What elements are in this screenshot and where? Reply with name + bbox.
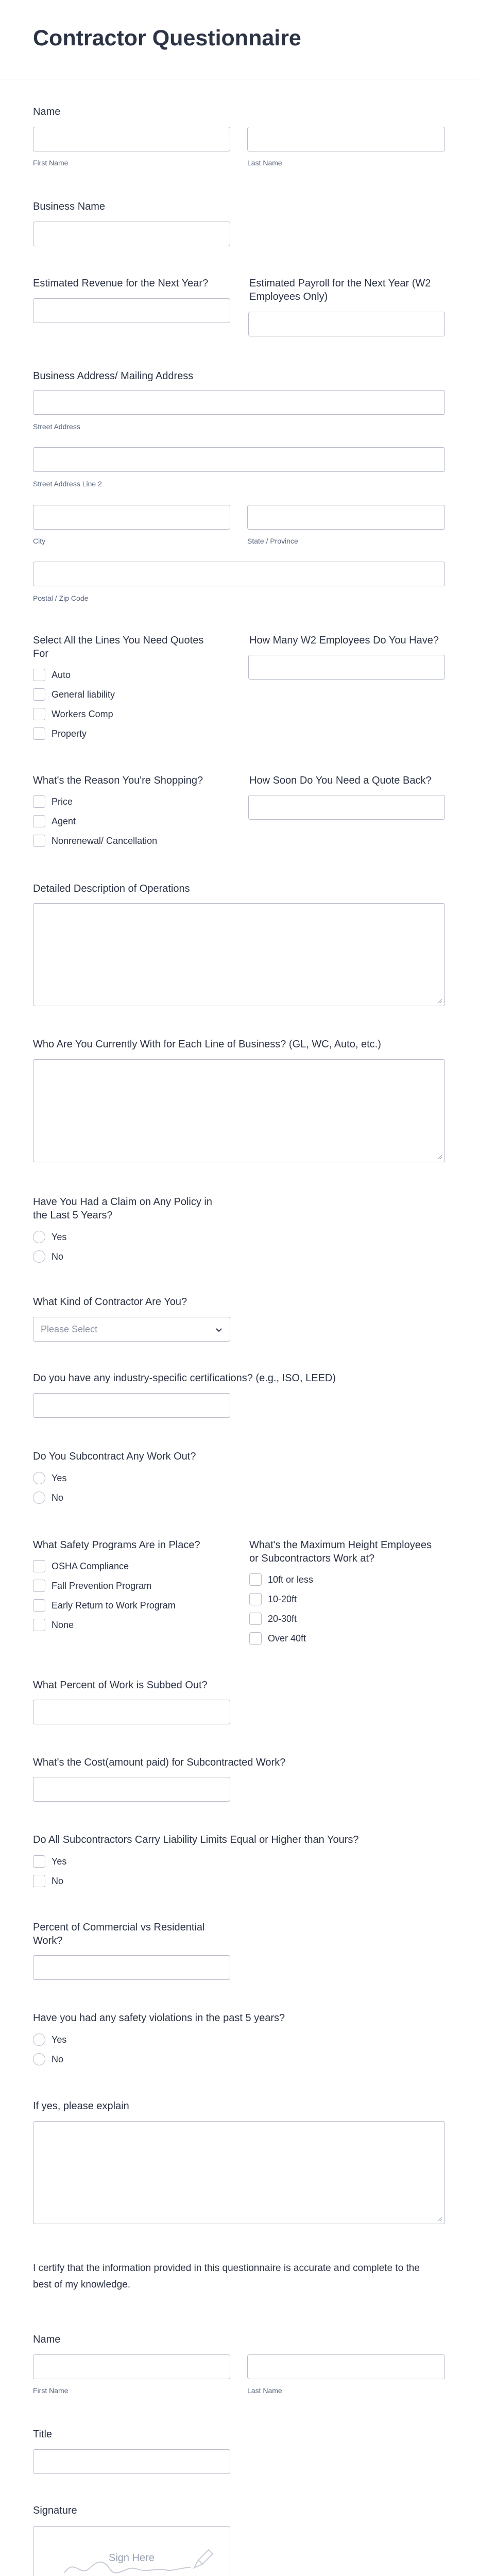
- revenue-label: Estimated Revenue for the Next Year?: [33, 278, 209, 289]
- first-name-sublabel: First Name: [33, 159, 69, 167]
- subcontract-label: Do You Subcontract Any Work Out?: [33, 1451, 196, 1462]
- contractor-kind-label: What Kind of Contractor Are You?: [33, 1296, 187, 1308]
- lines-label: Select All the Lines You Need Quotes For: [33, 635, 204, 659]
- radio-button[interactable]: [33, 2053, 45, 2065]
- checkbox[interactable]: [33, 1855, 45, 1868]
- checkbox[interactable]: [33, 1580, 45, 1592]
- sub-limits-label: Do All Subcontractors Carry Liability Limits Equal or Higher than Yours?: [33, 1834, 359, 1845]
- address-label: Business Address/ Mailing Address: [33, 370, 194, 382]
- checkbox[interactable]: [33, 1875, 45, 1887]
- business-name-input[interactable]: [33, 222, 230, 246]
- signer-first-name-input[interactable]: [33, 2354, 230, 2379]
- checkbox[interactable]: [33, 1599, 45, 1612]
- checkbox[interactable]: [33, 1560, 45, 1572]
- last-name-input[interactable]: [247, 127, 445, 151]
- street-address-2-sublabel: Street Address Line 2: [33, 480, 102, 488]
- radio-button[interactable]: [33, 1492, 45, 1504]
- current-carrier-textarea[interactable]: [33, 1059, 445, 1162]
- claim-label: Have You Had a Claim on Any Policy in the Last 5 Years?: [33, 1196, 212, 1221]
- safety-option-osha[interactable]: OSHA Compliance: [33, 1560, 129, 1573]
- radio-button[interactable]: [33, 1231, 45, 1243]
- chevron-down-icon: [214, 1325, 224, 1334]
- certifications-label: Do you have any industry-specific certifications? (e.g., ISO, LEED): [33, 1372, 336, 1384]
- subcontract-option-no[interactable]: No: [33, 1491, 63, 1504]
- certifications-input[interactable]: [33, 1393, 230, 1418]
- revenue-input[interactable]: [33, 298, 230, 323]
- operations-label: Detailed Description of Operations: [33, 883, 190, 894]
- max-height-option-10ft[interactable]: 10ft or less: [249, 1573, 313, 1586]
- w2-count-input[interactable]: [248, 655, 445, 680]
- payroll-input[interactable]: [248, 312, 445, 336]
- postal-code-input[interactable]: [33, 562, 445, 586]
- radio-button[interactable]: [33, 2033, 45, 2046]
- form-header: [0, 0, 479, 79]
- claim-option-no[interactable]: No: [33, 1250, 63, 1263]
- payroll-label: Estimated Payroll for the Next Year (W2 Employees Only): [249, 278, 431, 302]
- city-sublabel: City: [33, 537, 46, 545]
- radio-button[interactable]: [33, 1250, 45, 1263]
- street-address-sublabel: Street Address: [33, 422, 80, 431]
- safety-option-none[interactable]: None: [33, 1618, 74, 1632]
- lines-option-auto[interactable]: Auto: [33, 668, 71, 682]
- percent-subbed-label: What Percent of Work is Subbed Out?: [33, 1680, 208, 1691]
- explain-label: If yes, please explain: [33, 2100, 129, 2112]
- operations-textarea[interactable]: [33, 903, 445, 1006]
- violations-option-no[interactable]: No: [33, 2053, 63, 2066]
- checkbox[interactable]: [33, 815, 45, 827]
- checkbox[interactable]: [33, 1619, 45, 1631]
- resize-grip-icon[interactable]: [437, 1155, 442, 1160]
- signer-last-name-input[interactable]: [247, 2354, 445, 2379]
- last-name-sublabel: Last Name: [247, 159, 282, 167]
- first-name-input[interactable]: [33, 127, 230, 151]
- sub-limits-option-no[interactable]: No: [33, 1874, 63, 1888]
- violations-label: Have you had any safety violations in the past 5 years?: [33, 2012, 285, 2024]
- signer-first-name-sublabel: First Name: [33, 2386, 69, 2395]
- checkbox[interactable]: [33, 688, 45, 701]
- city-input[interactable]: [33, 505, 230, 530]
- lines-option-general-liability[interactable]: General liability: [33, 688, 115, 701]
- explain-textarea[interactable]: [33, 2121, 445, 2224]
- checkbox[interactable]: [33, 669, 45, 681]
- percent-subbed-input[interactable]: [33, 1700, 230, 1724]
- max-height-label: What's the Maximum Height Employees or Subcontractors Work at?: [249, 1539, 432, 1564]
- commercial-residential-label: Percent of Commercial vs Residential Work?: [33, 1922, 205, 1946]
- claim-option-yes[interactable]: Yes: [33, 1230, 66, 1244]
- sub-limits-option-yes[interactable]: Yes: [33, 1855, 66, 1868]
- commercial-residential-input[interactable]: [33, 1955, 230, 1980]
- signer-title-input[interactable]: [33, 2449, 230, 2474]
- reason-option-agent[interactable]: Agent: [33, 815, 76, 828]
- checkbox[interactable]: [33, 835, 45, 847]
- checkbox[interactable]: [33, 708, 45, 720]
- checkbox[interactable]: [249, 1593, 262, 1605]
- max-height-option-over-40ft[interactable]: Over 40ft: [249, 1632, 306, 1645]
- name-label: Name: [33, 106, 61, 117]
- quote-back-input[interactable]: [248, 795, 445, 820]
- lines-option-workers-comp[interactable]: Workers Comp: [33, 707, 113, 721]
- checkbox[interactable]: [33, 795, 45, 808]
- safety-label: What Safety Programs Are in Place?: [33, 1539, 200, 1551]
- signature-pad[interactable]: [33, 2526, 230, 2576]
- safety-option-fall-prevention[interactable]: Fall Prevention Program: [33, 1579, 151, 1592]
- form-title: Contractor Questionnaire: [33, 26, 301, 50]
- checkbox[interactable]: [33, 727, 45, 740]
- w2-count-label: How Many W2 Employees Do You Have?: [249, 635, 439, 646]
- signer-name-label: Name: [33, 2334, 61, 2345]
- business-name-label: Business Name: [33, 201, 106, 212]
- max-height-option-20-30ft[interactable]: 20-30ft: [249, 1612, 297, 1625]
- reason-label: What's the Reason You're Shopping?: [33, 775, 203, 786]
- quote-back-label: How Soon Do You Need a Quote Back?: [249, 775, 432, 786]
- resize-grip-icon[interactable]: [437, 2216, 442, 2222]
- subcontract-option-yes[interactable]: Yes: [33, 1471, 66, 1485]
- reason-option-price[interactable]: Price: [33, 795, 73, 808]
- sub-cost-input[interactable]: [33, 1777, 230, 1802]
- reason-option-nonrenewal[interactable]: Nonrenewal/ Cancellation: [33, 834, 157, 848]
- safety-option-early-return[interactable]: Early Return to Work Program: [33, 1599, 176, 1612]
- contractor-kind-select[interactable]: [33, 1317, 230, 1342]
- checkbox[interactable]: [249, 1573, 262, 1586]
- lines-option-property[interactable]: Property: [33, 727, 87, 740]
- violations-option-yes[interactable]: Yes: [33, 2033, 66, 2046]
- radio-button[interactable]: [33, 1472, 45, 1484]
- state-sublabel: State / Province: [247, 537, 298, 545]
- select-placeholder: Please Select: [41, 1324, 98, 1334]
- certify-text: I certify that the information provided in this questionnaire is accurate and complete to the best of my knowledge.: [33, 2263, 420, 2290]
- signature-placeholder: Sign Here: [109, 2552, 155, 2564]
- sub-cost-label: What's the Cost(amount paid) for Subcontracted Work?: [33, 1757, 286, 1768]
- max-height-option-10-20ft[interactable]: 10-20ft: [249, 1592, 297, 1606]
- state-input[interactable]: [247, 505, 445, 530]
- checkbox[interactable]: [249, 1613, 262, 1625]
- street-address-input[interactable]: [33, 390, 445, 415]
- checkbox[interactable]: [249, 1632, 262, 1645]
- current-carrier-label: Who Are You Currently With for Each Line of Business? (GL, WC, Auto, etc.): [33, 1039, 381, 1050]
- street-address-2-input[interactable]: [33, 447, 445, 472]
- signer-title-label: Title: [33, 2429, 53, 2440]
- resize-grip-icon[interactable]: [437, 998, 442, 1004]
- signer-last-name-sublabel: Last Name: [247, 2386, 282, 2395]
- signature-label: Signature: [33, 2505, 77, 2516]
- postal-code-sublabel: Postal / Zip Code: [33, 594, 89, 602]
